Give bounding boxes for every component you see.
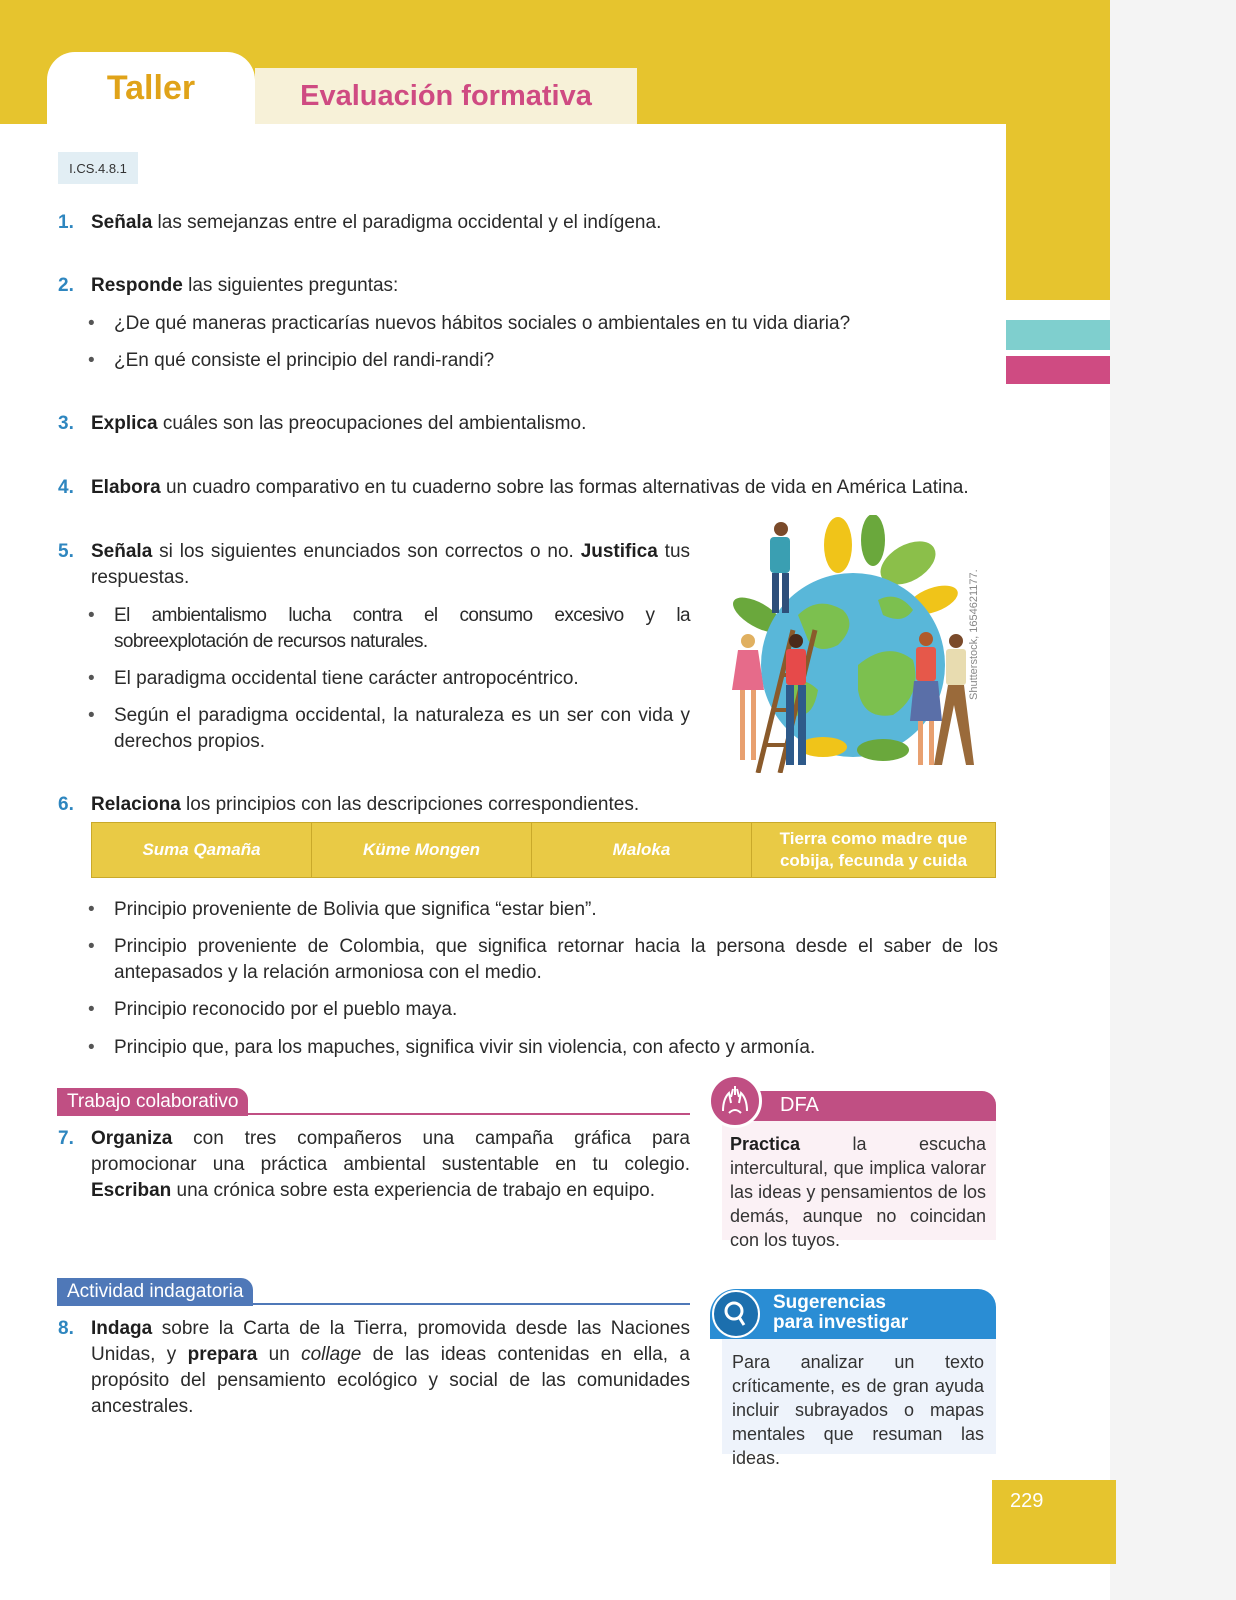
question-1 (58, 210, 958, 236)
earth-care-illustration (718, 515, 978, 773)
section-divider (57, 1303, 690, 1305)
question-text: un cuadro comparativo en tu cuaderno sobre las formas alternativas de vida en América Latina. (160, 477, 969, 498)
tab-evaluacion (255, 68, 637, 124)
question-verb: prepara (187, 1344, 258, 1365)
question-verb: Señala (91, 541, 153, 562)
question-verb: Justifica (580, 541, 658, 562)
dfa-header (738, 1091, 996, 1121)
question-3 (58, 411, 958, 437)
dfa-text: Practica la escucha intercultural, que implica valorar las ideas y pensamientos de los demás, aunque no coincidan con los tuyos. (730, 1134, 986, 1250)
question-2 (58, 273, 958, 299)
page-edge (1110, 0, 1236, 1600)
teal-tab-strip (1006, 320, 1110, 350)
list-item: • Según el paradigma occidental, la naturaleza es un ser con vida y derechos propios. (88, 705, 690, 752)
sugerencias-text: Para analizar un texto críticamente, es de gran ayuda incluir subrayados o mapas mentales que resuman las ideas. (732, 1352, 984, 1468)
table-cell: Küme Mongen (312, 823, 532, 877)
question-number: 1. (58, 212, 74, 233)
question-5 (58, 539, 690, 591)
question-text: una crónica sobre esta experiencia de trabajo en equipo. (171, 1180, 656, 1201)
list-item: • ¿En qué consiste el principio del randi-randi? (88, 350, 495, 371)
question-text: sobre la Carta de la Tierra, promovida desde las Naciones Unidas, y (91, 1318, 690, 1365)
list-item: • Principio reconocido por el pueblo maya. (88, 999, 458, 1020)
question-number: 4. (58, 477, 74, 498)
actividad-indagatoria-header (57, 1278, 253, 1306)
table-cell: Suma Qamaña (92, 823, 312, 877)
question-verb: Responde (91, 275, 183, 296)
question-text: un (257, 1344, 302, 1365)
question-verb: Organiza (91, 1128, 173, 1149)
question-number: 6. (58, 794, 74, 815)
indicator-code-badge: I.CS.4.8.1 (58, 152, 138, 184)
question-4 (58, 475, 988, 501)
pink-tab-strip (1006, 356, 1110, 384)
question-text: las siguientes preguntas: (182, 275, 399, 296)
question-number: 8. (58, 1318, 74, 1339)
table-cell: Tierra como madre que cobija, fecunda y cuida (752, 823, 995, 877)
question-verb: Explica (91, 413, 158, 434)
question-text: los principios con las descripciones correspondientes. (180, 794, 640, 815)
question-text: de las ideas contenidas en ella, a propósito del pensamiento ecológico y social de las comunidades ancestrales. (91, 1344, 690, 1417)
dfa-title: DFA (780, 1094, 819, 1116)
list-item: • Principio proveniente de Bolivia que significa “estar bien”. (88, 899, 597, 920)
list-item: • Principio que, para los mapuches, significa vivir sin violencia, con afecto y armonía. (88, 1037, 816, 1058)
tab-taller-label: Taller (106, 68, 196, 107)
question-text: las semejanzas entre el paradigma occidental y el indígena. (152, 212, 662, 233)
question-text: con tres compañeros una campaña gráfica para promocionar una práctica ambiental sustentable en tu colegio. (91, 1128, 690, 1175)
question-verb: Relaciona (91, 794, 181, 815)
question-text: si los siguientes enunciados son correctos o no. (152, 541, 581, 562)
side-band (1006, 124, 1110, 300)
list-item: • El ambientalismo lucha contra el consumo excesivo y la sobreexplotación de recursos naturales. (88, 605, 690, 652)
question-number: 2. (58, 275, 74, 296)
section-title: Actividad indagatoria (57, 1278, 253, 1306)
question-number: 3. (58, 413, 74, 434)
page-number-tab (992, 1480, 1116, 1564)
question-verb: Señala (91, 212, 153, 233)
question-number: 7. (58, 1128, 74, 1149)
magnifier-icon (712, 1290, 760, 1338)
sugerencias-title: para investigar (773, 1312, 909, 1333)
table-cell: Maloka (532, 823, 752, 877)
section-divider (57, 1113, 690, 1115)
question-6 (58, 792, 958, 818)
list-item: • Principio proveniente de Colombia, que significa retornar hacia la persona desde el saber de los antepasados y la relación armoniosa con el medio. (88, 936, 998, 983)
list-item: • ¿De qué maneras practicarías nuevos hábitos sociales o ambientales en tu vida diaria? (88, 313, 851, 334)
question-verb: Indaga (91, 1318, 153, 1339)
question-text: collage (301, 1344, 362, 1365)
question-verb: Escriban (91, 1180, 172, 1201)
section-title: Trabajo colaborativo (57, 1088, 248, 1116)
tab-taller (47, 52, 255, 132)
question-8 (58, 1316, 690, 1420)
question-7 (58, 1126, 690, 1204)
trabajo-colaborativo-header (57, 1088, 248, 1116)
question-verb: Elabora (91, 477, 161, 498)
question-text: tus respuestas. (91, 541, 691, 588)
photo-credit: Shutterstock, 1654621177. (968, 569, 980, 700)
sugerencias-title: Sugerencias (773, 1292, 886, 1313)
hands-icon (708, 1074, 762, 1128)
question-text: cuáles son las preocupaciones del ambientalismo. (157, 413, 587, 434)
list-item: • El paradigma occidental tiene carácter antropocéntrico. (88, 668, 579, 689)
page-number: 229 (1010, 1490, 1044, 1512)
principles-table (91, 822, 996, 878)
tab-evaluacion-label: Evaluación formativa (300, 79, 592, 112)
question-number: 5. (58, 541, 74, 562)
